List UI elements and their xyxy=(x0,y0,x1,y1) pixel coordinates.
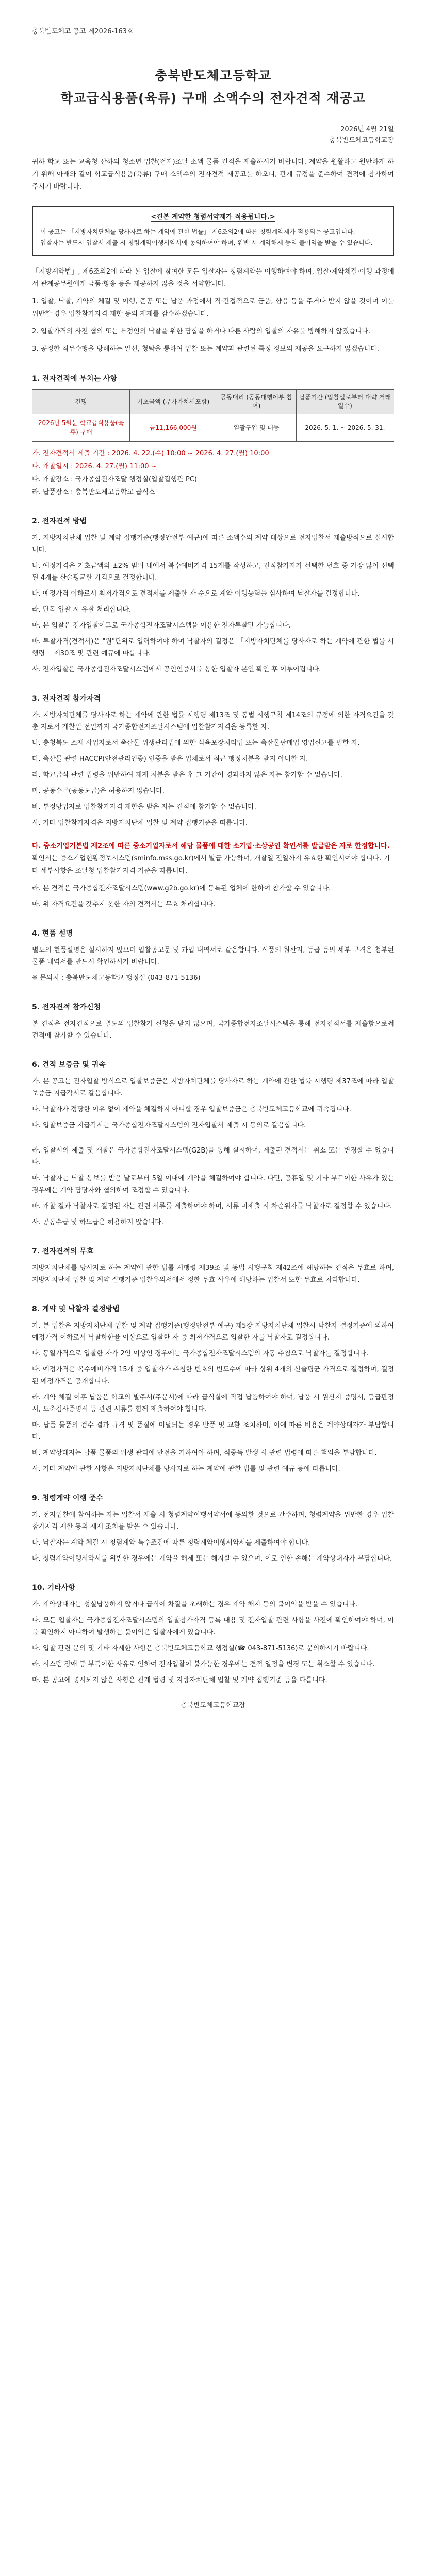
body-paragraph: 가. 본 공고는 전자입찰 방식으로 입찰보증금은 지방자치단체를 당사자로 하는 계약에 관한 법률 시행령 제37조에 따라 입찰보증금 지급각서로 갈음합니다. xyxy=(32,1078,394,1097)
body-paragraph: 마. 본 공고에 명시되지 않은 사항은 관계 법령 및 지방자치단체 입찰 및 계약 집행기준 등을 따릅니다. xyxy=(32,1676,327,1684)
body-paragraph: 나. 동일가격으로 입찰한 자가 2인 이상인 경우에는 국가종합전자조달시스템의 자동 추첨으로 낙찰자를 결정합니다. xyxy=(32,1350,369,1358)
table-cell-amount: 금11,166,000원 xyxy=(130,414,217,442)
pledge-paragraph: 「지방계약법」, 제6조의2에 따라 본 입찰에 참여한 모든 입찰자는 청렴계약을 이행하여야 하며, 입찰·계약체결·이행 과정에서 관계공무원에게 금품·향응 등을 제공하지 않을 것을 서약합니다. xyxy=(32,268,394,288)
section-1 xyxy=(32,373,394,498)
section-title: 8. 계약 및 낙찰자 결정방법 xyxy=(32,1305,120,1313)
body-paragraph: 마. 위 자격요건을 갖추지 못한 자의 견적서는 무효 처리합니다. xyxy=(32,901,216,908)
body-paragraph: 바. 계약상대자는 납품 물품의 위생 관리에 만전을 기하여야 하며, 식중독 발생 시 관련 법령에 따른 책임을 부담합니다. xyxy=(32,1449,377,1457)
body-paragraph: 본 견적은 전자견적으로 별도의 입찰참가 신청을 받지 않으며, 국가종합전자조달시스템을 통해 전자견적서를 제출함으로써 견적에 참가할 수 있습니다. xyxy=(32,1020,394,1040)
section-2 xyxy=(32,516,394,675)
opening-place-line: 다. 개찰장소 : 국가종합전자조달 행정실(입찰집행관 PC) xyxy=(32,476,197,483)
body-paragraph: 가. 전자입찰에 참여하는 자는 입찰서 제출 시 청렴계약이행서약서에 동의한 것으로 간주하며, 청렴계약을 위반한 경우 입찰참가자격 제한 등의 제재 조치를 받을 수 있습니다. xyxy=(32,1511,394,1531)
sme-note xyxy=(32,840,394,877)
body-paragraph: 사. 기타 계약에 관한 사항은 지방자치단체를 당사자로 하는 계약에 관한 법률 및 관련 예규 등에 따릅니다. xyxy=(32,1465,340,1473)
section-title: 6. 견적 보증금 및 귀속 xyxy=(32,1061,106,1069)
table-cell-region: 일괄구입 및 대등 xyxy=(217,414,296,442)
table-header: 공동대리 (공동대행여부 참여) xyxy=(217,390,296,414)
table-cell-period: 2026. 5. 1. ~ 2026. 5. 31. xyxy=(296,414,394,442)
bid-period-line: 가. 전자견적서 제출 기간 : 2026. 4. 22.(수) 10:00 ~ 2026. 4. 27.(월) 10:00 xyxy=(32,450,269,457)
body-paragraph: 사. 기타 입찰참가자격은 지방자치단체 입찰 및 계약 집행기준을 따릅니다. xyxy=(32,819,248,827)
body-paragraph: 마. 납품 물품의 검수 결과 규격 및 품질에 미달되는 경우 반품 및 교환 조치하며, 이에 따른 비용은 계약상대자가 부담합니다. xyxy=(32,1421,394,1441)
pledge-paragraph: 3. 공정한 직무수행을 방해하는 알선, 청탁을 통하여 입찰 또는 계약과 관련된 특정 정보의 제공을 요구하지 않겠습니다. xyxy=(32,345,379,353)
section-title: 10. 기타사항 xyxy=(32,1584,75,1592)
body-paragraph: 라. 단독 입찰 시 유찰 처리합니다. xyxy=(32,606,132,614)
body-paragraph: 라. 본 견적은 국가종합전자조달시스템(www.g2b.go.kr)에 등록된 업체에 한하여 참가할 수 있습니다. xyxy=(32,885,331,892)
org-title: 충북반도체고등학교 xyxy=(154,68,272,83)
body-paragraph: 나. 모든 입찰자는 국가종합전자조달시스템의 입찰참가자격 등록 내용 및 전자입찰 관련 사항을 사전에 확인하여야 하며, 이를 확인하지 아니하여 발생하는 불이익은 입찰자에게 있습니다. xyxy=(32,1617,394,1636)
body-paragraph: 가. 지방자치단체를 당사자로 하는 계약에 관한 법률 시행령 제13조 및 동법 시행규칙 제14조의 규정에 의한 자격요건을 갖춘 자로서 개찰일 전일까지 국가종합전자조달시스템에 입찰참가자격을 등록한 자. xyxy=(32,711,394,731)
body-paragraph: 다. 예정가격은 복수예비가격 15개 중 입찰자가 추첨한 번호의 빈도수에 따라 상위 4개의 산술평균 가격으로 결정하며, 결정된 예정가격은 공개합니다. xyxy=(32,1366,394,1385)
section-7 xyxy=(32,1246,394,1286)
publication-id: 충북반도체고 공고 제2026-163호 xyxy=(32,28,134,36)
table-header: 납품기간 (입찰일로부터 대략 거래일수) xyxy=(296,390,394,414)
body-paragraph: 사. 전자입찰은 국가종합전자조달시스템에서 공인인증서를 통한 입찰자 본인 확인 후 이루어집니다. xyxy=(32,666,321,673)
delivery-place-line: 라. 납품장소 : 충북반도체고등학교 급식소 xyxy=(32,488,155,496)
body-paragraph: 가. 본 입찰은 지방자치단체 입찰 및 계약 집행기준(행정안전부 예규) 제5장 지방자치단체 입찰시 낙찰자 결정기준에 의하여 예정가격 이하로서 낙찰하한율 이상으로 입찰한 자 중 최저가격으로 입찰한 자를 낙찰자로 결정합니다. xyxy=(32,1322,394,1342)
section-title: 7. 전자견적의 무효 xyxy=(32,1247,94,1256)
body-paragraph: 바. 부정당업자로 입찰참가자격 제한을 받은 자는 견적에 참가할 수 없습니다. xyxy=(32,803,256,811)
body-paragraph: 바. 투찰가격(견적서)은 "원"단위로 입력하여야 하며 낙찰자의 결정은 「지방자치단체를 당사자로 하는 계약에 관한 법률 시행령」 제30조 및 관련 예규에 따릅니다. xyxy=(32,638,394,657)
table-cell-name: 2026년 5월분 학교급식용품(육류) 구매 xyxy=(32,414,130,442)
pledge-paragraph: 1. 입찰, 낙찰, 계약의 체결 및 이행, 준공 또는 납품 과정에서 직·간접적으로 금품, 향응 등을 주거나 받지 않을 것이며 이를 위반한 경우 입찰참가자격 제한 등의 제재를 감수하겠습니다. xyxy=(32,298,394,318)
overview-table xyxy=(32,389,394,442)
page-title: 학교급식용품(육류) 구매 소액수의 전자견적 재공고 xyxy=(60,91,366,106)
closing-issuer: 충북반도체고등학교장 xyxy=(181,1702,245,1709)
contact-line: ※ 문의처 : 충북반도체고등학교 행정실 (043-871-5136) xyxy=(32,974,201,982)
section-title: 3. 전자견적 참가자격 xyxy=(32,694,101,703)
pledge-paragraph: 2. 입찰가격의 사전 협의 또는 특정인의 낙찰을 위한 담합을 하거나 다른 사람의 입찰의 자유를 방해하지 않겠습니다. xyxy=(32,328,371,335)
body-paragraph: 다. 입찰보증금 지급각서는 국가종합전자조달시스템의 전자입찰서 제출 시 동의로 갈음합니다. xyxy=(32,1122,306,1129)
notice-title: <견본 계약한 청렴서약제가 적용됩니다.> xyxy=(151,213,275,221)
body-paragraph: 라. 학교급식 관련 법령을 위반하여 제재 처분을 받은 후 그 기간이 경과하지 않은 자는 참가할 수 없습니다. xyxy=(32,771,342,779)
sme-note-bold: 다. 중소기업기본법 제2조에 따른 중소기업자로서 해당 물품에 대한 소기업·소상공인 확인서를 발급받은 자로 한정합니다. xyxy=(32,842,390,850)
sme-note-text: 확인서는 중소기업현황정보시스템(sminfo.mss.go.kr)에서 발급 가능하며, 개찰일 전일까지 유효한 확인서여야 합니다. 기타 세부사항은 조달청 입찰참가자격 기준을 따릅니다. xyxy=(32,855,390,875)
body-paragraph: 라. 시스템 장애 등 부득이한 사유로 인하여 전자입찰이 불가능한 경우에는 견적 일정을 변경 또는 취소할 수 있습니다. xyxy=(32,1660,375,1668)
body-paragraph: 다. 입찰 관련 문의 및 기타 자세한 사항은 충북반도체고등학교 행정실(☎ 043-871-5136)로 문의하시기 바랍니다. xyxy=(32,1645,369,1652)
table-header: 건명 xyxy=(32,390,130,414)
body-paragraph: 사. 공동수급 및 하도급은 허용하지 않습니다. xyxy=(32,1218,163,1226)
body-paragraph: 바. 개찰 결과 낙찰자로 결정된 자는 관련 서류를 제출하여야 하며, 서류 미제출 시 차순위자를 낙찰자로 결정할 수 있습니다. xyxy=(32,1202,392,1210)
section-title: 1. 전자견적에 부치는 사항 xyxy=(32,375,117,383)
section-title: 9. 청렴계약 이행 준수 xyxy=(32,1494,103,1502)
section-title: 2. 전자견적 방법 xyxy=(32,517,87,526)
body-paragraph: 라. 입찰서의 제출 및 개찰은 국가종합전자조달시스템(G2B)을 통해 실시하며, 제출된 견적서는 취소 또는 변경할 수 없습니다. xyxy=(32,1147,394,1166)
issue-date: 2026년 4월 21일 xyxy=(340,126,394,133)
body-paragraph: 나. 낙찰자는 계약 체결 시 청렴계약 특수조건에 따른 청렴계약이행서약서를 제출하여야 합니다. xyxy=(32,1539,310,1547)
body-paragraph: 지방자치단체를 당사자로 하는 계약에 관한 법률 시행령 제39조 및 동법 시행규칙 제42조에 해당하는 견적은 무효로 하며, 지방자치단체 입찰 및 계약 집행기준 입찰유의서에서 정한 무효 사유에 해당하는 입찰서 또한 무효로 처리합니다. xyxy=(32,1264,394,1284)
body-paragraph: 가. 지방자치단체 입찰 및 계약 집행기준(행정안전부 예규)에 따른 소액수의 계약 대상으로 전자입찰서 제출방식으로 실시합니다. xyxy=(32,534,394,554)
section-6 xyxy=(32,1059,394,1228)
body-paragraph: 다. 예정가격 이하로서 최저가격으로 견적서를 제출한 자 순으로 계약 이행능력을 심사하여 낙찰자를 결정합니다. xyxy=(32,590,360,598)
section-10 xyxy=(32,1582,394,1686)
body-paragraph: 나. 낙찰자가 정당한 이유 없이 계약을 체결하지 아니할 경우 입찰보증금은 충북반도체고등학교에 귀속됩니다. xyxy=(32,1106,351,1113)
body-paragraph: 가. 계약상대자는 성실납품하지 않거나 급식에 차질을 초래하는 경우 계약 해지 등의 불이익을 받을 수 있습니다. xyxy=(32,1601,358,1608)
body-paragraph: 마. 공동수급(공동도급)은 허용하지 않습니다. xyxy=(32,787,165,795)
notice-line: 이 공고는 「지방자치단체를 당사자로 하는 계약에 관한 법률」 제6조의2에 따른 청렴계약제가 적용되는 공고입니다. xyxy=(40,228,355,235)
section-3 xyxy=(32,693,394,910)
table-row xyxy=(32,414,394,442)
pledge-paragraphs xyxy=(32,266,394,355)
section-5 xyxy=(32,1002,394,1042)
intro-text: 귀하 학교 또는 교육청 산하의 청소년 입찰(전자)조달 소액 물품 견적을 제출하시기 바랍니다. 계약을 원활하고 원만하게 하기 위해 아래와 같이 학교급식용품(육류) 구매 소액수의 전자견적 재공고를 하오니, 관계 규정을 준수하여 견적에 참가하여 주시기 바랍니다. xyxy=(32,158,394,191)
opening-date-line: 나. 개찰일시 : 2026. 4. 27.(월) 11:00 ~ xyxy=(32,463,157,470)
body-paragraph: 마. 본 입찰은 전자입찰이므로 국가종합전자조달시스템을 이용한 전자투찰만 가능합니다. xyxy=(32,622,291,630)
body-paragraph: 마. 낙찰자는 낙찰 통보를 받은 날로부터 5일 이내에 계약을 체결하여야 합니다. 다만, 공휴일 및 기타 부득이한 사유가 있는 경우에는 계약 담당자와 협의하여 조정할 수 있습니다. xyxy=(32,1175,394,1194)
body-paragraph: 나. 충청북도 소재 사업자로서 축산물 위생관리법에 의한 식육포장처리업 또는 축산물판매업 영업신고를 필한 자. xyxy=(32,739,360,747)
body-paragraph: 다. 청렴계약이행서약서를 위반한 경우에는 계약을 해제 또는 해지할 수 있으며, 이로 인한 손해는 계약상대자가 부담합니다. xyxy=(32,1555,392,1563)
body-paragraph: 별도의 현품설명은 실시하지 않으며 입찰공고문 및 과업 내역서로 갈음합니다. 식품의 원산지, 등급 등의 세부 규격은 첨부된 물품 내역서를 반드시 확인하시기 바랍니다. xyxy=(32,946,394,966)
section-8 xyxy=(32,1303,394,1475)
integrity-notice-box xyxy=(32,206,394,256)
section-title: 5. 전자견적 참가신청 xyxy=(32,1003,101,1011)
body-paragraph: 나. 예정가격은 기초금액의 ±2% 범위 내에서 복수예비가격 15개를 작성하고, 견적참가자가 선택한 번호 중 가장 많이 선택된 4개를 산술평균한 가격으로 결정합니다. xyxy=(32,562,394,582)
section-4 xyxy=(32,928,394,984)
issue-meta xyxy=(32,124,394,146)
body-paragraph: 다. 축산물 관련 HACCP(안전관리인증) 인증을 받은 업체로서 최근 행정처분을 받지 아니한 자. xyxy=(32,755,308,763)
table-header: 기초금액 (부가가치세포함) xyxy=(130,390,217,414)
body-paragraph: 라. 계약 체결 이후 납품은 학교의 발주서(주문서)에 따라 급식실에 직접 납품하여야 하며, 납품 시 원산지 증명서, 등급판정서, 도축검사증명서 등 관련 서류를 함께 제출하여야 합니다. xyxy=(32,1394,394,1413)
section-title: 4. 현품 설명 xyxy=(32,929,73,938)
issuer: 충북반도체고등학교장 xyxy=(329,137,394,144)
section-9 xyxy=(32,1493,394,1565)
notice-line: 입찰자는 반드시 입찰서 제출 시 청렴계약이행서약서에 동의하여야 하며, 위반 시 계약해제 등의 불이익을 받을 수 있습니다. xyxy=(40,239,373,246)
